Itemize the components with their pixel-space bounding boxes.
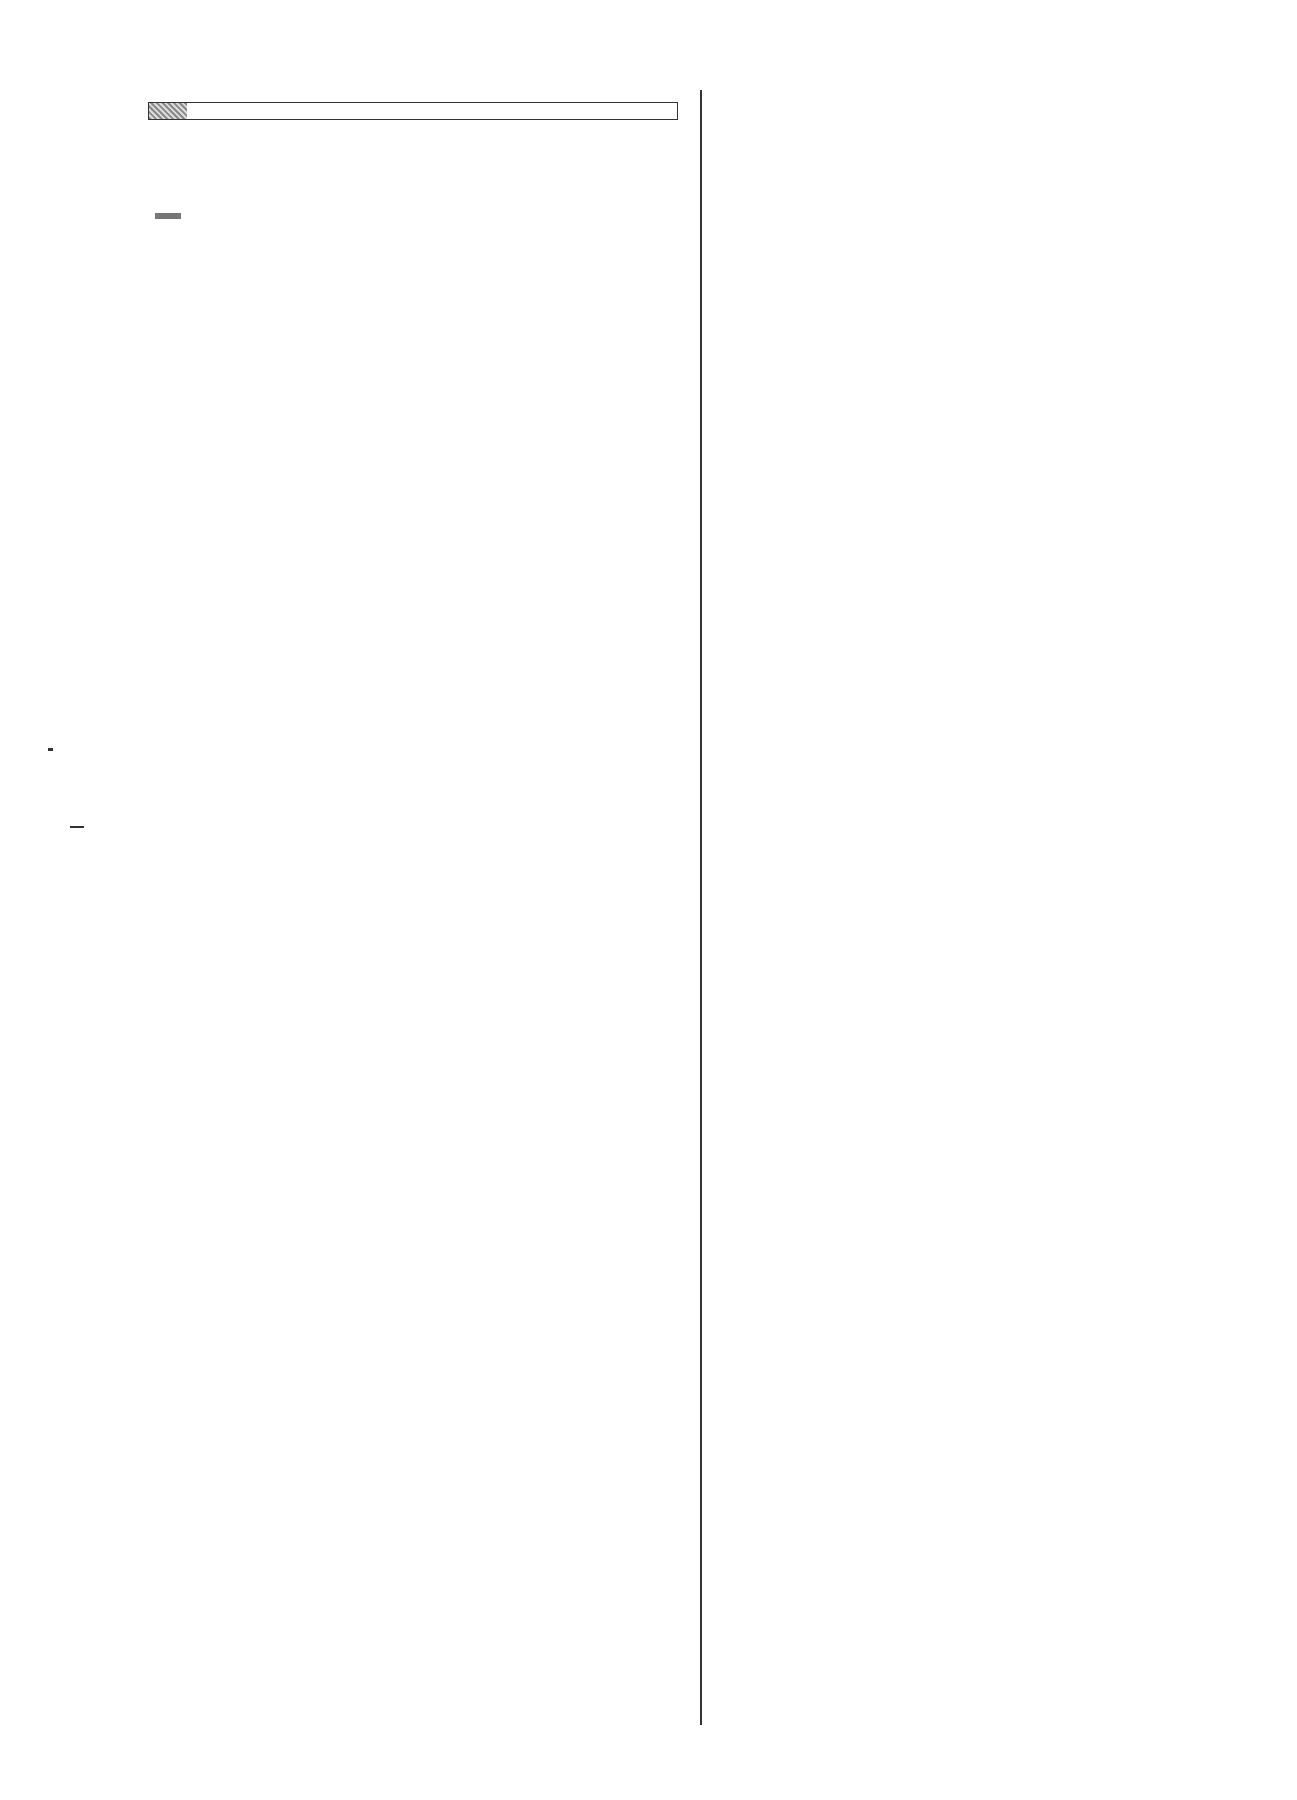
column-divider [700, 90, 702, 1725]
box-side-decoration [149, 103, 187, 119]
box-side-label [155, 213, 181, 219]
left-column [130, 88, 678, 120]
watermark-logo [1092, 1710, 1287, 1792]
right-column [722, 88, 1268, 92]
margin-mark [48, 748, 53, 751]
difficult-sentence-box [148, 102, 678, 120]
margin-mark [70, 826, 84, 828]
box-body [187, 103, 677, 119]
